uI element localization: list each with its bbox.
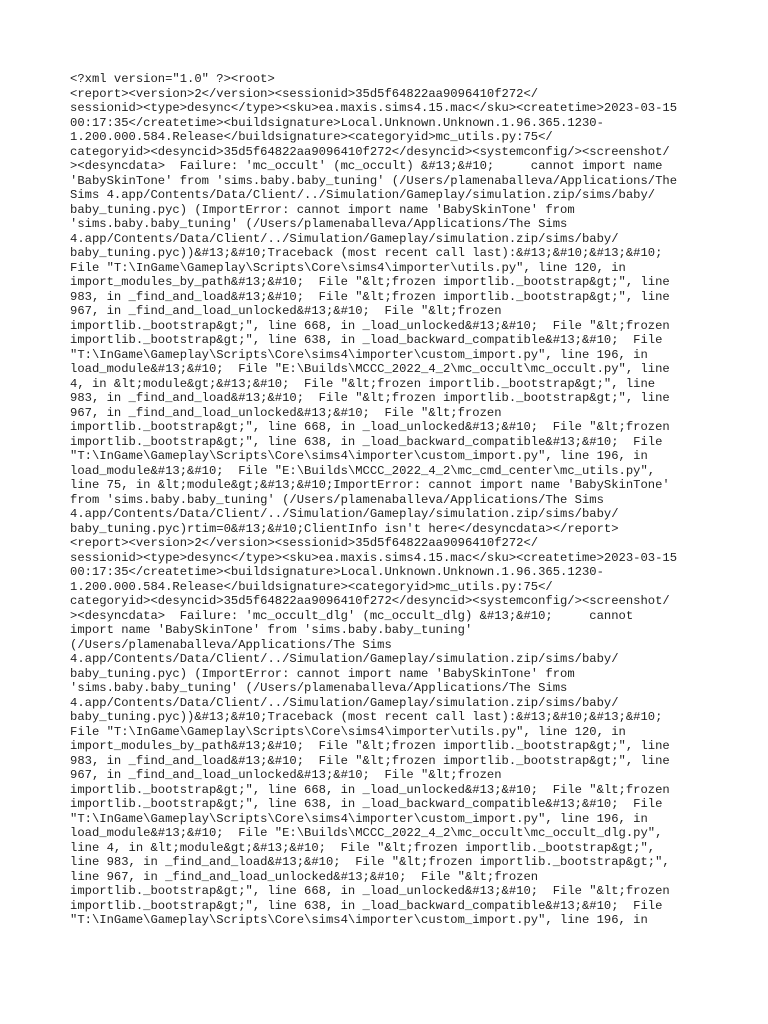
text-line: importlib._bootstrap&gt;", line 638, in _load_backward_compatible&#13;&#10; File [70, 898, 663, 913]
text-line: 983, in _find_and_load&#13;&#10; File "&lt;frozen importlib._bootstrap&gt;", line [70, 391, 670, 405]
text-line: "T:\InGame\Gameplay\Scripts\Core\sims4\importer\custom_import.py", line 196, in [70, 449, 648, 463]
text-line: 983, in _find_and_load&#13;&#10; File "&lt;frozen importlib._bootstrap&gt;", line [70, 289, 670, 304]
xml-log-text [70, 72, 710, 928]
text-line: (/Users/plamenaballeva/Applications/The Sims [70, 637, 392, 652]
text-line: 967, in _find_and_load_unlocked&#13;&#10; File "&lt;frozen [70, 304, 502, 318]
text-line: "T:\InGame\Gameplay\Scripts\Core\sims4\importer\custom_import.py", line 196, in [70, 811, 648, 826]
text-line: importlib._bootstrap&gt;", line 638, in _load_backward_compatible&#13;&#10; File [70, 797, 663, 811]
text-line: <?xml version="1.0" ?><root> [70, 72, 275, 86]
text-line: 967, in _find_and_load_unlocked&#13;&#10; File "&lt;frozen [70, 768, 502, 782]
text-line: 00:17:35</createtime><buildsignature>Local.Unknown.Unknown.1.96.365.1230- [70, 565, 604, 579]
text-line: 967, in _find_and_load_unlocked&#13;&#10; File "&lt;frozen [70, 405, 502, 420]
text-line: 4, in &lt;module&gt;&#13;&#10; File "&lt;frozen importlib._bootstrap&gt;", line [70, 376, 656, 391]
text-line: load_module&#13;&#10; File "E:\Builds\MCCC_2022_4_2\mc_cmd_center\mc_utils.py", [70, 463, 656, 478]
text-line: baby_tuning.pyc) (ImportError: cannot import name 'BabySkinTone' from [70, 202, 575, 217]
text-line: import name 'BabySkinTone' from 'sims.baby.baby_tuning' [70, 623, 473, 637]
text-line: line 967, in _find_and_load_unlocked&#13;&#10; File "&lt;frozen [70, 869, 539, 884]
text-line: 4.app/Contents/Data/Client/../Simulation/Gameplay/simulation.zip/sims/baby/ [70, 695, 619, 710]
text-line: importlib._bootstrap&gt;", line 668, in _load_unlocked&#13;&#10; File "&lt;frozen [70, 318, 670, 333]
text-line: baby_tuning.pyc))&#13;&#10;Traceback (most recent call last):&#13;&#10;&#13;&#10; [70, 710, 663, 724]
text-line: categoryid><desyncid>35d5f64822aa9096410f272</desyncid><systemconfig/><screenshot/ [70, 594, 670, 608]
text-line: File "T:\InGame\Gameplay\Scripts\Core\sims4\importer\utils.py", line 120, in [70, 724, 626, 739]
text-line: 'sims.baby.baby_tuning' (/Users/plamenaballeva/Applications/The Sims [70, 681, 568, 695]
text-line: 4.app/Contents/Data/Client/../Simulation/Gameplay/simulation.zip/sims/baby/ [70, 507, 619, 521]
text-line: importlib._bootstrap&gt;", line 638, in _load_backward_compatible&#13;&#10; File [70, 434, 663, 449]
text-line: 'sims.baby.baby_tuning' (/Users/plamenaballeva/Applications/The Sims [70, 217, 568, 231]
text-line: baby_tuning.pyc))&#13;&#10;Traceback (most recent call last):&#13;&#10;&#13;&#10; [70, 246, 663, 260]
text-line: baby_tuning.pyc)rtim=0&#13;&#10;ClientInfo isn't here</desyncdata></report> [70, 521, 619, 536]
text-line: <report><version>2</version><sessionid>35d5f64822aa9096410f272</ [70, 536, 539, 550]
text-line: load_module&#13;&#10; File "E:\Builds\MCCC_2022_4_2\mc_occult\mc_occult_dlg.py", [70, 826, 663, 840]
text-line: categoryid><desyncid>35d5f64822aa9096410f272</desyncid><systemconfig/><screenshot/ [70, 144, 670, 159]
text-line: ><desyncdata> Failure: 'mc_occult_dlg' (mc_occult_dlg) &#13;&#10; cannot [70, 608, 634, 623]
text-line: baby_tuning.pyc) (ImportError: cannot import name 'BabySkinTone' from [70, 666, 575, 681]
text-line: importlib._bootstrap&gt;", line 668, in _load_unlocked&#13;&#10; File "&lt;frozen [70, 884, 670, 898]
text-line: 983, in _find_and_load&#13;&#10; File "&lt;frozen importlib._bootstrap&gt;", line [70, 753, 670, 768]
text-line: line 983, in _find_and_load&#13;&#10; File "&lt;frozen importlib._bootstrap&gt;", [70, 855, 670, 869]
text-line: "T:\InGame\Gameplay\Scripts\Core\sims4\importer\custom_import.py", line 196, in [70, 347, 648, 362]
text-line: import_modules_by_path&#13;&#10; File "&lt;frozen importlib._bootstrap&gt;", line [70, 739, 670, 753]
text-line: 1.200.000.584.Release</buildsignature><categoryid>mc_utils.py:75</ [70, 579, 553, 594]
text-line: 4.app/Contents/Data/Client/../Simulation/Gameplay/simulation.zip/sims/baby/ [70, 231, 619, 246]
text-line: sessionid><type>desync</type><sku>ea.maxis.sims4.15.mac</sku><createtime>2023-03-15 [70, 550, 678, 565]
text-line: importlib._bootstrap&gt;", line 668, in _load_unlocked&#13;&#10; File "&lt;frozen [70, 420, 670, 434]
text-line: line 4, in &lt;module&gt;&#13;&#10; File "&lt;frozen importlib._bootstrap&gt;", [70, 840, 656, 855]
text-line: from 'sims.baby.baby_tuning' (/Users/plamenaballeva/Applications/The Sims [70, 492, 604, 507]
text-line: ><desyncdata> Failure: 'mc_occult' (mc_occult) &#13;&#10; cannot import name [70, 159, 663, 173]
text-line: 4.app/Contents/Data/Client/../Simulation/Gameplay/simulation.zip/sims/baby/ [70, 652, 619, 666]
text-line: 'BabySkinTone' from 'sims.baby.baby_tuning' (/Users/plamenaballeva/Applications/The [70, 173, 678, 188]
text-line: File "T:\InGame\Gameplay\Scripts\Core\sims4\importer\utils.py", line 120, in [70, 260, 626, 275]
text-line: import_modules_by_path&#13;&#10; File "&lt;frozen importlib._bootstrap&gt;", line [70, 275, 670, 289]
text-line: 00:17:35</createtime><buildsignature>Local.Unknown.Unknown.1.96.365.1230- [70, 115, 604, 130]
text-line: load_module&#13;&#10; File "E:\Builds\MCCC_2022_4_2\mc_occult\mc_occult.py", line [70, 362, 670, 376]
text-line: <report><version>2</version><sessionid>35d5f64822aa9096410f272</ [70, 86, 539, 101]
text-line: importlib._bootstrap&gt;", line 668, in _load_unlocked&#13;&#10; File "&lt;frozen [70, 782, 670, 797]
text-line: line 75, in &lt;module&gt;&#13;&#10;ImportError: cannot import name 'BabySkinTone' [70, 478, 670, 492]
text-line: "T:\InGame\Gameplay\Scripts\Core\sims4\importer\custom_import.py", line 196, in [70, 913, 648, 927]
text-line: 1.200.000.584.Release</buildsignature><categoryid>mc_utils.py:75</ [70, 130, 553, 144]
text-line: sessionid><type>desync</type><sku>ea.maxis.sims4.15.mac</sku><createtime>2023-03-15 [70, 101, 678, 115]
text-line: Sims 4.app/Contents/Data/Client/../Simulation/Gameplay/simulation.zip/sims/baby/ [70, 188, 656, 202]
text-line: importlib._bootstrap&gt;", line 638, in _load_backward_compatible&#13;&#10; File [70, 333, 663, 347]
